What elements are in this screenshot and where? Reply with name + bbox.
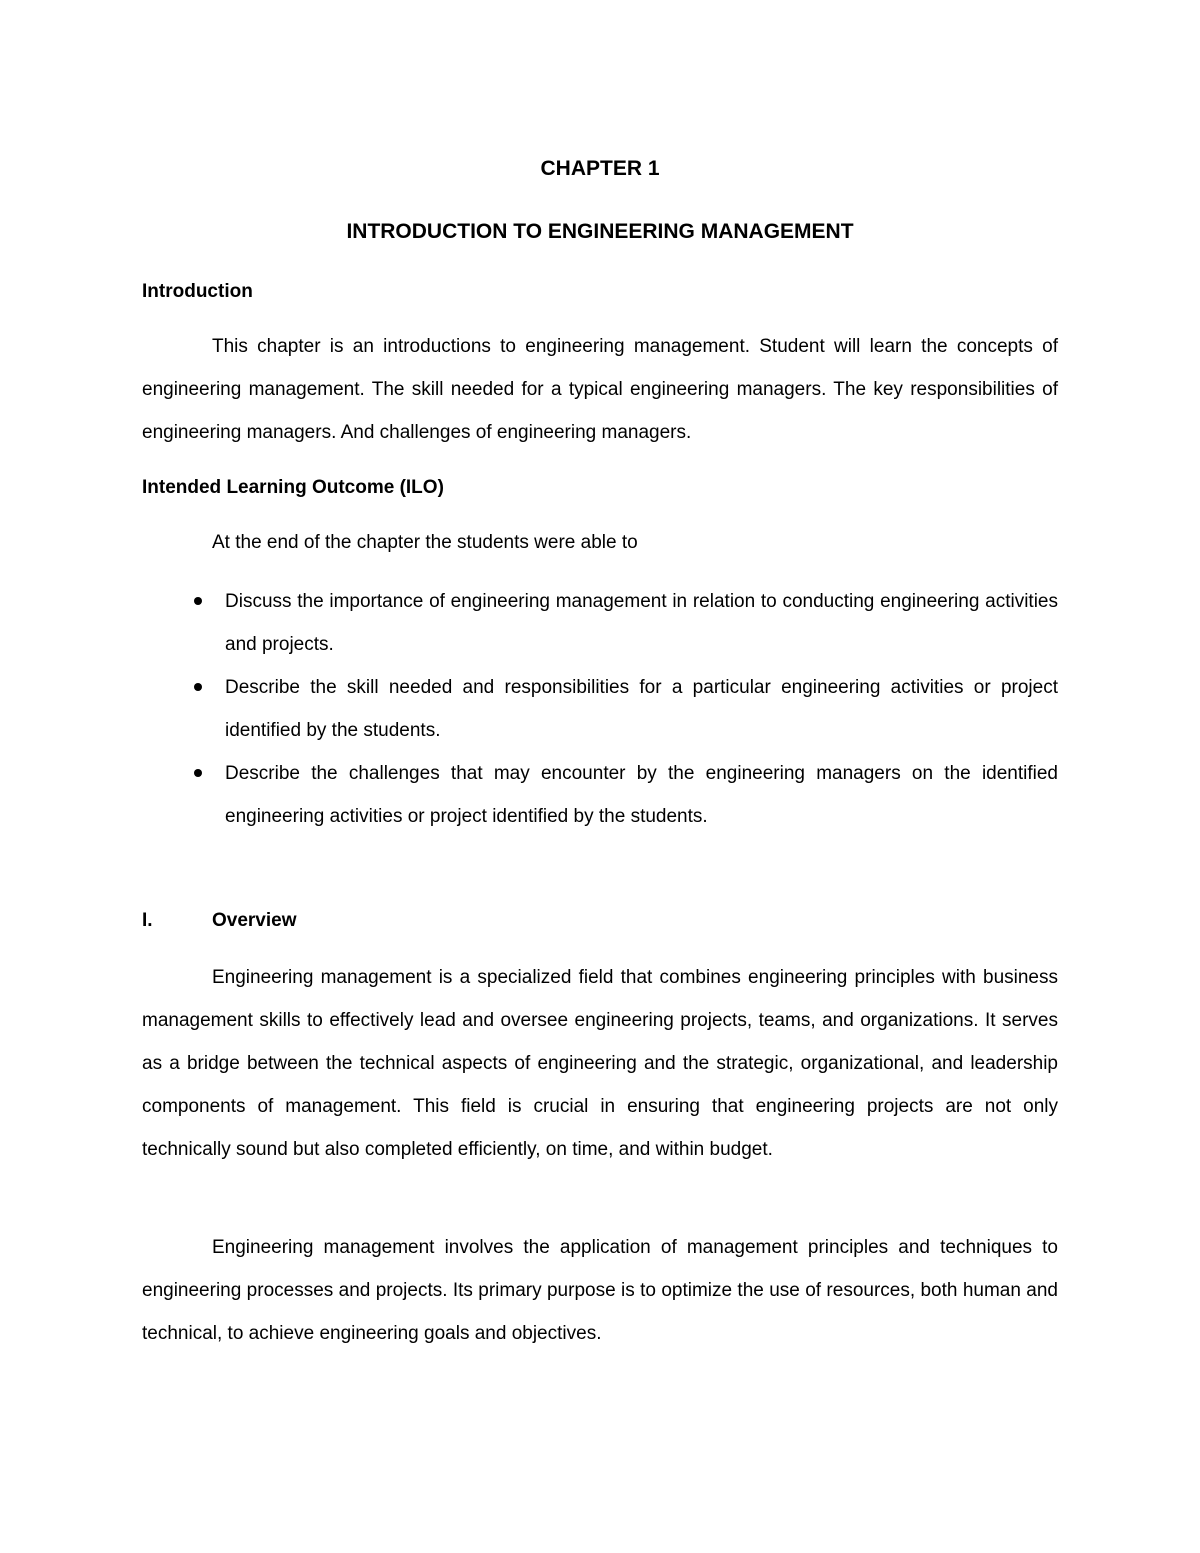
chapter-title: INTRODUCTION TO ENGINEERING MANAGEMENT — [346, 220, 854, 243]
overview-paragraph-1: Engineering management is a specialized field that combines engineering principles with business management skills to effectively lead and oversee engineering projects, teams, and organizations. It serves as a bridge between the technical aspects of engineering and the strategic, organizational, and leadership components of management. This field is crucial in ensuring that engineering projects are not only technically sound but also completed efficiently, on time, and within budget. — [142, 967, 1058, 1160]
ilo-heading: Intended Learning Outcome (ILO) — [142, 477, 444, 498]
overview-section-number: I. — [142, 910, 153, 931]
ilo-list — [190, 580, 1058, 838]
introduction-paragraph: This chapter is an introductions to engineering management. Student will learn the concepts of engineering management. The skill needed for a typical engineering managers. The key responsibilities of engineering managers. And challenges of engineering managers. — [142, 336, 1058, 443]
ilo-item-text: Describe the skill needed and responsibilities for a particular engineering activities or project identified by the students. — [225, 677, 1058, 741]
list-item — [190, 666, 1058, 752]
bullet-icon — [194, 769, 202, 777]
ilo-lead-text: At the end of the chapter the students were able to — [212, 532, 638, 553]
bullet-icon — [194, 683, 202, 691]
ilo-item-text: Discuss the importance of engineering management in relation to conducting engineering activities and projects. — [225, 591, 1058, 655]
overview-paragraph-2: Engineering management involves the application of management principles and techniques to engineering processes and projects. Its primary purpose is to optimize the use of resources, both human and technical, to achieve engineering goals and objectives. — [142, 1237, 1058, 1344]
list-item — [190, 752, 1058, 838]
list-item — [190, 580, 1058, 666]
bullet-icon — [194, 597, 202, 605]
introduction-heading: Introduction — [142, 281, 253, 302]
ilo-item-text: Describe the challenges that may encounter by the engineering managers on the identified engineering activities or project identified by the students. — [225, 763, 1058, 827]
overview-heading: Overview — [212, 910, 297, 931]
chapter-label: CHAPTER 1 — [540, 157, 660, 180]
